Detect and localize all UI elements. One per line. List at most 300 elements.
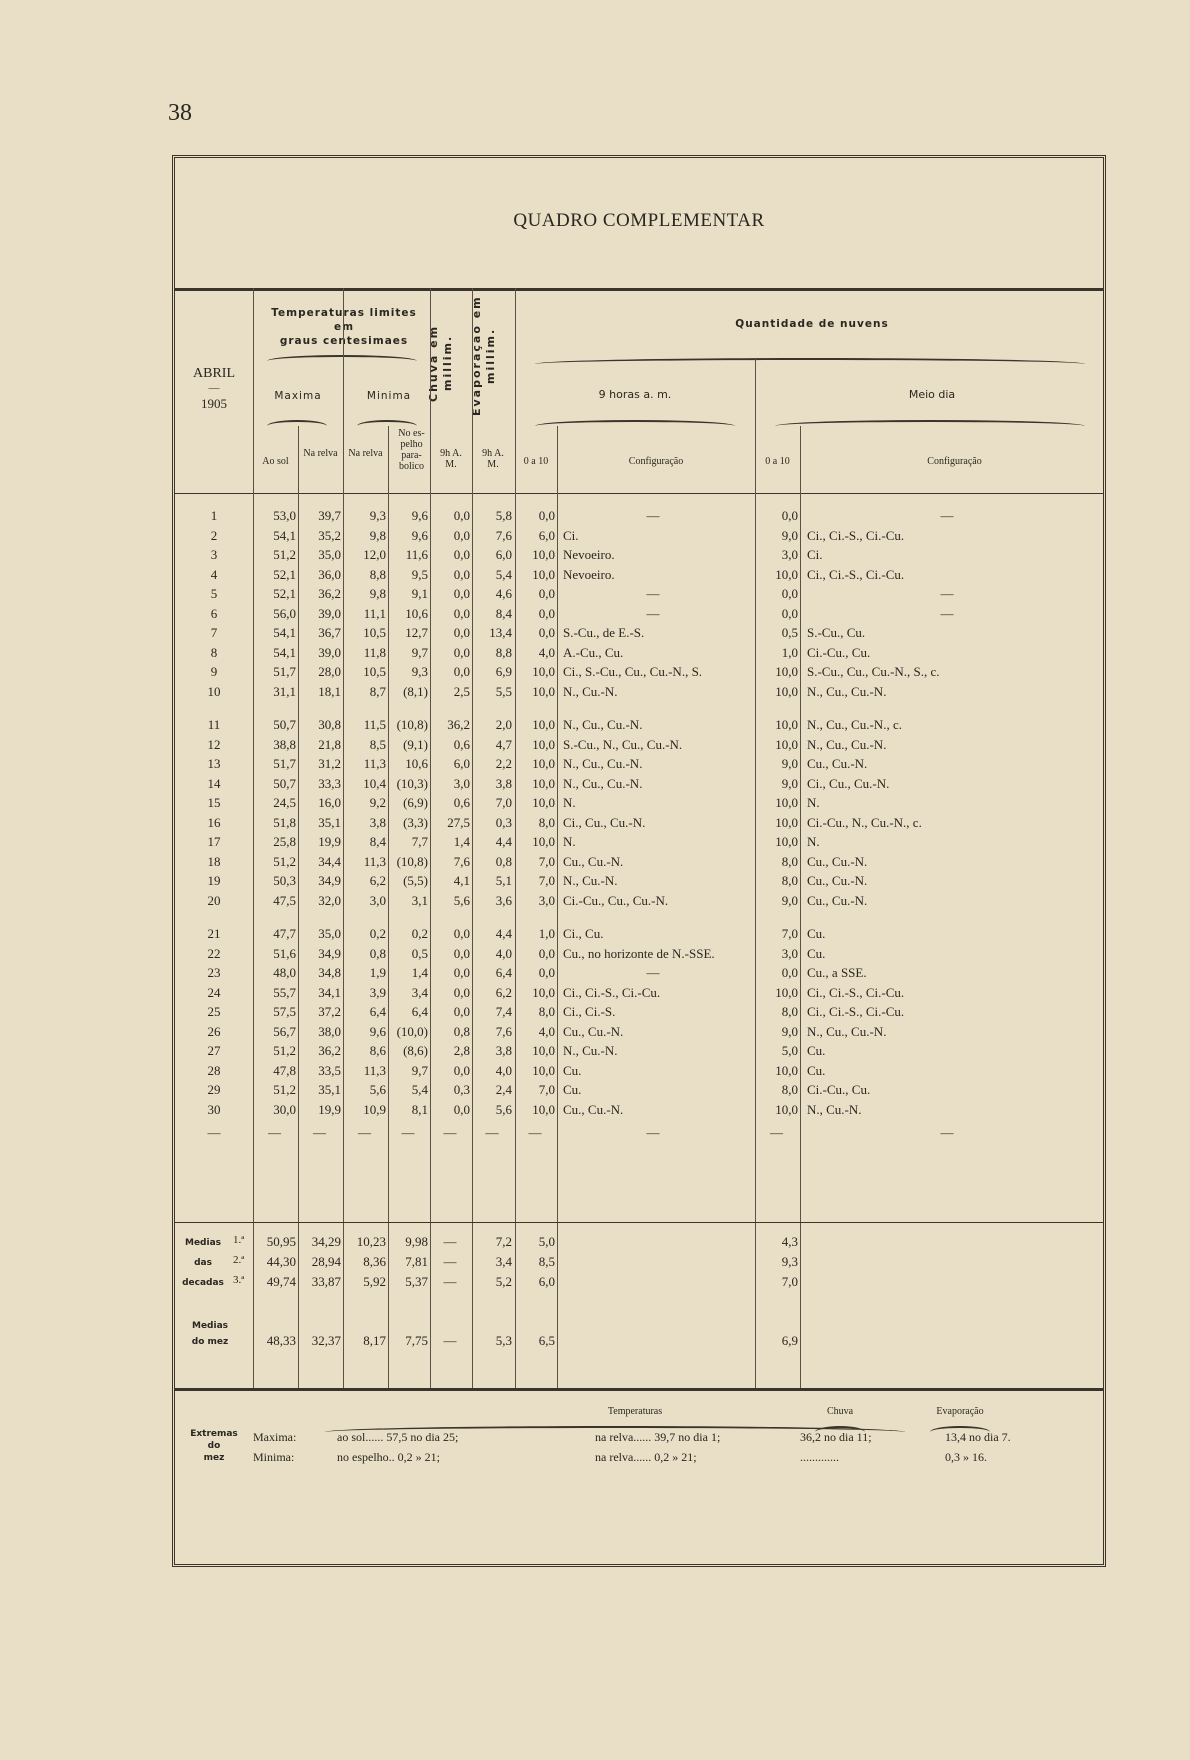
- table-cell: A.-Cu., Cu.: [563, 644, 624, 660]
- maxima-header: Maxima: [274, 390, 322, 402]
- table-cell: N., Cu., Cu.-N.: [563, 775, 643, 791]
- table-cell: 9,2: [369, 795, 386, 810]
- table-cell: (10,8): [396, 853, 428, 869]
- table-cell: N., Cu., Cu.-N.: [807, 1023, 887, 1039]
- table-cell: 33,3: [318, 775, 341, 791]
- table-cell: —: [646, 586, 660, 601]
- table-cell: 47,8: [273, 1062, 296, 1078]
- table-cell: Ci., Ci.-S., Ci.-Cu.: [807, 1004, 905, 1019]
- day-cell: 23: [207, 965, 221, 980]
- decada-value: —: [443, 1274, 457, 1289]
- table-cell: Cu., Cu.-N.: [807, 892, 868, 908]
- table-cell: 8,0: [781, 1082, 798, 1097]
- table-cell: 6,0: [538, 527, 555, 543]
- table-cell: 9,8: [369, 527, 386, 543]
- medias-mez-value: 5,3: [495, 1333, 512, 1348]
- day-cell: 30: [207, 1101, 221, 1117]
- table-cell: 10,0: [775, 717, 798, 732]
- decada-value: 5,37: [405, 1274, 428, 1289]
- table-cell: 39,0: [318, 605, 341, 621]
- table-cell: 6,0: [495, 547, 512, 562]
- table-cell: 3,0: [781, 945, 798, 961]
- table-cell: 50,7: [273, 775, 296, 791]
- table-cell: 7,0: [538, 873, 555, 888]
- table-cell: 11,3: [363, 1062, 386, 1078]
- table-cell: 0,0: [453, 625, 470, 640]
- medias-mez-value: 32,37: [311, 1333, 341, 1348]
- table-cell: (10,3): [396, 775, 428, 791]
- table-cell: 4,7: [495, 736, 512, 752]
- table-cell: 50,7: [273, 717, 296, 732]
- table-cell: 0,0: [781, 586, 798, 601]
- table-cell: 8,1: [411, 1101, 428, 1117]
- table-cell: 39,7: [318, 508, 341, 523]
- day-cell: 28: [207, 1062, 221, 1078]
- table-cell: N., Cu., Cu.-N.: [563, 717, 643, 732]
- table-cell: 0,5: [781, 625, 798, 640]
- table-cell: Ci.: [807, 547, 823, 562]
- dash-cell: —: [268, 1125, 281, 1140]
- table-cell: 55,7: [273, 984, 296, 1000]
- table-cell: 4,0: [538, 644, 555, 660]
- table-cell: 10,0: [532, 683, 555, 699]
- table-cell: 0,0: [538, 508, 555, 523]
- table-cell: N., Cu., Cu.-N.: [807, 736, 887, 752]
- table-cell: 0,2: [369, 926, 386, 941]
- day-cell: 24: [207, 984, 221, 1000]
- decada-value: 5,2: [495, 1274, 512, 1289]
- table-cell: Ci.-Cu., Cu.: [807, 644, 871, 660]
- table-cell: S.-Cu., de E.-S.: [563, 625, 645, 640]
- table-cell: (5,5): [403, 873, 428, 888]
- table-cell: Ci.: [563, 527, 579, 543]
- table-cell: 19,9: [318, 834, 341, 849]
- temps-brace: [267, 355, 417, 367]
- month-label: ABRIL: [193, 366, 235, 381]
- table-cell: —: [940, 586, 954, 601]
- decada-value: 5,92: [363, 1274, 386, 1289]
- nove-config-header: Configuração: [628, 456, 684, 467]
- table-cell: 6,0: [453, 756, 470, 771]
- table-cell: Cu.: [807, 926, 826, 941]
- table-cell: 6,9: [495, 664, 512, 679]
- table-cell: 0,0: [453, 644, 470, 660]
- day-cell: 25: [207, 1004, 221, 1019]
- decada-value: 8,5: [538, 1254, 555, 1269]
- table-cell: (8,6): [403, 1043, 428, 1058]
- dash-cell: —: [528, 1125, 542, 1140]
- table-cell: 5,4: [495, 566, 512, 582]
- table-cell: 9,0: [781, 527, 798, 543]
- table-cell: 0,0: [538, 945, 555, 961]
- day-cell: 20: [207, 892, 221, 908]
- table-cell: 1,9: [369, 965, 386, 980]
- day-cell: 22: [207, 945, 221, 961]
- table-cell: 37,2: [318, 1004, 341, 1019]
- table-cell: 7,0: [495, 795, 512, 810]
- table-cell: 0,8: [369, 945, 386, 961]
- table-cell: 0,0: [781, 605, 798, 621]
- medias-top-rule: [175, 1222, 1103, 1223]
- table-cell: 35,0: [318, 926, 341, 941]
- table-cell: 10,4: [363, 775, 386, 791]
- table-cell: 9,0: [781, 775, 798, 791]
- table-cell: 0,0: [781, 508, 798, 523]
- day-cell: 17: [207, 834, 221, 849]
- extremas-max-label: Maxima:: [253, 1430, 297, 1444]
- table-cell: 3,0: [538, 892, 555, 908]
- table-cell: 0,0: [453, 527, 470, 543]
- table-cell: 5,6: [453, 892, 470, 908]
- table-cell: 2,5: [453, 683, 470, 699]
- table-cell: 10,0: [532, 1062, 555, 1078]
- table-cell: 0,0: [453, 984, 470, 1000]
- table-cell: 25,8: [273, 834, 296, 849]
- table-cell: 35,2: [318, 527, 341, 543]
- table-cell: 8,8: [369, 566, 386, 582]
- day-cell: 8: [210, 644, 218, 660]
- meio-dia-brace: [775, 420, 1085, 432]
- table-cell: 36,0: [318, 566, 341, 582]
- table-cell: 3,1: [411, 892, 428, 908]
- table-cell: 10,5: [363, 625, 386, 640]
- medias-mez-value: —: [443, 1333, 457, 1348]
- table-cell: —: [646, 605, 660, 621]
- table-cell: 1,4: [453, 834, 470, 849]
- table-cell: 56,0: [273, 605, 296, 621]
- table-cell: 36,2: [318, 586, 341, 601]
- decada-value: 4,3: [781, 1234, 798, 1249]
- decada-value: 49,74: [266, 1274, 296, 1289]
- table-cell: 50,3: [273, 873, 296, 888]
- table-cell: Ci.-Cu., Cu., Cu.-N.: [563, 892, 669, 908]
- col-divider: [800, 426, 801, 1388]
- dash-cell: —: [207, 1125, 221, 1140]
- extremas-max-sol: ao sol...... 57,5 no dia 25;: [337, 1430, 459, 1444]
- meio-dia-header: Meio dia: [908, 388, 956, 401]
- table-cell: Cu., Cu.-N.: [563, 853, 624, 869]
- table-cell: 21,8: [318, 736, 341, 752]
- table-cell: 11,3: [363, 853, 386, 869]
- minima-header: Minima: [366, 390, 412, 402]
- day-cell: 9: [210, 664, 218, 679]
- table-cell: 10,0: [775, 795, 798, 810]
- table-cell: 10,0: [775, 1101, 798, 1117]
- decada-value: 3,4: [495, 1254, 512, 1269]
- table-cell: 6,4: [411, 1004, 428, 1019]
- table-cell: 51,2: [273, 1082, 296, 1097]
- espelho-header: No es- pelho para- bolico: [398, 428, 425, 472]
- decada-value: —: [443, 1254, 457, 1269]
- table-cell: 0,0: [781, 965, 798, 980]
- table-cell: 12,7: [405, 625, 428, 640]
- table-cell: 34,8: [318, 965, 341, 980]
- table-cell: 4,6: [495, 586, 512, 601]
- table-bottom-rule: [175, 1388, 1103, 1391]
- day-cell: 27: [207, 1043, 221, 1058]
- table-cell: 10,0: [775, 566, 798, 582]
- col-divider: [557, 426, 558, 1388]
- table-cell: 0,0: [453, 926, 470, 941]
- table-cell: 2,4: [495, 1082, 512, 1097]
- medias-mez-value: 8,17: [363, 1333, 386, 1348]
- table-cell: Cu., a SSE.: [807, 965, 867, 980]
- table-cell: 7,6: [453, 853, 470, 869]
- table-cell: 30,8: [318, 717, 341, 732]
- decada-value: 6,0: [538, 1274, 555, 1289]
- table-cell: 5,4: [411, 1082, 428, 1097]
- table-cell: S.-Cu., N., Cu., Cu.-N.: [563, 736, 683, 752]
- table-cell: 36,2: [447, 717, 470, 732]
- table-cell: S.-Cu., Cu.: [807, 625, 866, 640]
- table-cell: 3,0: [781, 547, 798, 562]
- table-cell: 57,5: [273, 1004, 296, 1019]
- table-cell: 28,0: [318, 664, 341, 679]
- decada-value: 5,0: [538, 1234, 555, 1249]
- table-cell: 2,2: [495, 756, 512, 771]
- table-cell: 35,1: [318, 814, 341, 830]
- table-cell: 0,0: [453, 1062, 470, 1078]
- table-cell: N.: [807, 834, 820, 849]
- day-cell: 13: [207, 756, 221, 771]
- table-cell: 52,1: [273, 566, 296, 582]
- chuva-9h-header: 9h A. M.: [440, 448, 462, 470]
- table-cell: Ci., Cu., Cu.-N.: [807, 775, 890, 791]
- table-cell: 52,1: [273, 586, 296, 601]
- table-cell: 1,4: [411, 965, 428, 980]
- extremas-min-label: Minima:: [253, 1450, 295, 1464]
- table-cell: 35,0: [318, 547, 341, 562]
- table-cell: —: [646, 965, 660, 980]
- table-cell: 36,2: [318, 1043, 341, 1058]
- table-cell: 8,0: [538, 814, 555, 830]
- nuvens-brace: [535, 358, 1085, 370]
- table-cell: 8,6: [369, 1043, 386, 1058]
- table-cell: Cu.: [807, 945, 826, 961]
- table-cell: 53,0: [273, 508, 296, 523]
- table-cell: 18,1: [318, 683, 341, 699]
- table-cell: Cu.: [807, 1062, 826, 1078]
- table-cell: 34,9: [318, 873, 341, 888]
- table-cell: 5,5: [495, 683, 512, 699]
- table-cell: 8,0: [781, 853, 798, 869]
- dash-cell: —: [313, 1125, 326, 1140]
- table-cell: 0,2: [411, 926, 428, 941]
- table-cell: 9,6: [369, 1023, 386, 1039]
- na-relva-min-header: Na relva: [348, 448, 383, 459]
- day-cell: 11: [207, 717, 221, 732]
- table-cell: N., Cu.-N.: [563, 683, 618, 699]
- table-cell: 11,3: [363, 756, 386, 771]
- table-cell: 51,2: [273, 547, 296, 562]
- table-cell: 5,8: [495, 508, 512, 523]
- medias-mez-value: 48,33: [266, 1333, 296, 1348]
- day-cell: 3: [210, 547, 218, 562]
- medias-mez-value: 6,9: [781, 1333, 798, 1348]
- table-cell: Ci., Ci.-S.: [563, 1004, 616, 1019]
- month-dash: —: [208, 382, 220, 394]
- table-cell: 5,1: [495, 873, 512, 888]
- extremas-evap-header: Evaporação: [936, 1406, 984, 1417]
- table-cell: 4,0: [495, 1062, 512, 1078]
- title-rule: [175, 288, 1103, 291]
- table-cell: 8,4: [369, 834, 386, 849]
- table-cell: Cu., Cu.-N.: [563, 1101, 624, 1117]
- table-cell: 10,6: [405, 605, 428, 621]
- table-cell: 9,8: [369, 586, 386, 601]
- table-cell: 0,8: [453, 1023, 470, 1039]
- table-cell: 4,1: [453, 873, 470, 888]
- table-cell: 4,4: [495, 834, 512, 849]
- table-cell: 0,0: [453, 945, 470, 961]
- table-cell: Cu., Cu.-N.: [807, 853, 868, 869]
- table-cell: N.: [807, 795, 820, 810]
- day-cell: 16: [207, 814, 221, 830]
- decada-value: 33,87: [311, 1274, 341, 1289]
- table-cell: 6,4: [369, 1004, 386, 1019]
- table-cell: 8,5: [369, 736, 386, 752]
- table-cell: S.-Cu., Cu., Cu.-N., S., c.: [807, 664, 940, 679]
- table-cell: 51,6: [273, 945, 296, 961]
- table-cell: 3,8: [495, 1043, 512, 1058]
- table-cell: 11,8: [363, 644, 386, 660]
- dash-cell: —: [646, 1125, 660, 1140]
- table-cell: Ci., Cu., Cu.-N.: [563, 814, 646, 830]
- table-cell: 8,8: [495, 644, 512, 660]
- nove-horas-header: 9 horas a. m.: [598, 388, 672, 401]
- table-cell: N., Cu., Cu.-N.: [563, 756, 643, 771]
- extremas-max-evap: 13,4 no dia 7.: [945, 1430, 1011, 1444]
- decada-value: —: [443, 1234, 457, 1249]
- table-cell: 5,6: [369, 1082, 386, 1097]
- decada-value: 9,98: [405, 1234, 428, 1249]
- table-cell: 9,7: [411, 1062, 428, 1078]
- table-cell: Ci.-Cu., N., Cu.-N., c.: [807, 814, 922, 830]
- table-cell: 0,0: [453, 664, 470, 679]
- table-cell: 7,0: [538, 1082, 555, 1097]
- table-cell: 10,0: [532, 547, 555, 562]
- table-cell: 9,5: [411, 566, 428, 582]
- evap-9h-header: 9h A. M.: [482, 448, 504, 470]
- table-cell: 8,0: [538, 1004, 555, 1019]
- table-cell: 6,4: [495, 965, 512, 980]
- table-cell: 3,0: [369, 892, 386, 908]
- table-cell: (9,1): [403, 736, 428, 752]
- table-cell: 9,1: [411, 586, 428, 601]
- dash-cell: —: [401, 1125, 415, 1140]
- table-cell: 9,0: [781, 756, 798, 771]
- table-frame: [172, 155, 1106, 1567]
- dash-cell: —: [940, 1125, 954, 1140]
- decada-value: 10,23: [356, 1234, 386, 1249]
- extremas-min-evap: 0,3 » 16.: [945, 1450, 987, 1464]
- table-cell: 0,0: [538, 965, 555, 980]
- table-cell: Cu.: [563, 1082, 582, 1097]
- day-cell: 10: [207, 683, 221, 699]
- table-cell: 9,6: [411, 508, 428, 523]
- day-cell: 5: [210, 586, 218, 601]
- table-cell: 27,5: [447, 814, 470, 830]
- table-cell: 6,2: [369, 873, 386, 888]
- table-cell: 3,8: [369, 814, 386, 830]
- table-cell: 47,5: [273, 892, 296, 908]
- table-cell: 2,8: [453, 1043, 470, 1058]
- table-cell: 7,6: [495, 1023, 512, 1039]
- day-cell: 29: [207, 1082, 221, 1097]
- table-cell: 4,0: [495, 945, 512, 961]
- table-cell: N., Cu.-N.: [807, 1101, 862, 1117]
- table-cell: 0,3: [453, 1082, 470, 1097]
- extremas-label: Extremas do mez: [190, 1429, 238, 1463]
- decada-value: 28,94: [311, 1254, 341, 1269]
- decada-value: 44,30: [266, 1254, 296, 1269]
- table-cell: 10,0: [532, 775, 555, 791]
- table-cell: 3,6: [495, 892, 512, 908]
- table-cell: Ci., Ci.-S., Ci.-Cu.: [563, 984, 661, 1000]
- table-cell: 32,0: [318, 892, 341, 908]
- table-cell: 0,0: [453, 605, 470, 621]
- table-cell: 10,6: [405, 756, 428, 771]
- table-cell: Nevoeiro.: [563, 566, 615, 582]
- table-cell: Ci.-Cu., Cu.: [807, 1082, 871, 1097]
- table-cell: —: [940, 508, 954, 523]
- table-cell: 10,0: [532, 717, 555, 732]
- table-cell: 12,0: [363, 547, 386, 562]
- dash-cell: —: [485, 1125, 499, 1140]
- table-cell: 0,0: [453, 508, 470, 523]
- extremas-temperaturas-header: Temperaturas: [607, 1406, 663, 1417]
- medias-decadas-label: Medias das decadas: [182, 1238, 224, 1288]
- day-cell: 21: [207, 926, 221, 941]
- table-cell: 10,5: [363, 664, 386, 679]
- table-cell: Cu., no horizonte de N.-SSE.: [563, 945, 715, 961]
- table-cell: 8,0: [781, 873, 798, 888]
- decada-value: 7,0: [781, 1274, 798, 1289]
- na-relva-max-header: Na relva: [303, 448, 338, 459]
- table-cell: 10,0: [532, 984, 555, 1000]
- table-cell: Nevoeiro.: [563, 547, 615, 562]
- table-cell: 10,0: [775, 814, 798, 830]
- table-cell: N.: [563, 834, 576, 849]
- table-cell: 8,4: [495, 605, 512, 621]
- day-cell: 12: [207, 736, 221, 752]
- decada-value: 50,95: [266, 1234, 296, 1249]
- table-cell: (6,9): [403, 795, 428, 810]
- table-cell: —: [646, 508, 660, 523]
- table-cell: 24,5: [273, 795, 296, 810]
- decada-value: 7,81: [405, 1254, 428, 1269]
- table-cell: 10,0: [532, 1043, 555, 1058]
- table-cell: 3,8: [495, 775, 512, 791]
- table-cell: 10,0: [532, 1101, 555, 1117]
- temps-header: Temperaturas limites em graus centesimaes: [271, 307, 417, 347]
- table-cell: Ci., S.-Cu., Cu., Cu.-N., S.: [563, 664, 703, 679]
- extremas-max-relva: na relva...... 39,7 no dia 1;: [595, 1430, 721, 1444]
- table-cell: 7,6: [495, 527, 512, 543]
- table-cell: 0,0: [538, 625, 555, 640]
- table-cell: 11,6: [405, 547, 428, 562]
- day-cell: 14: [207, 775, 221, 791]
- table-cell: Ci., Ci.-S., Ci.-Cu.: [807, 984, 905, 1000]
- table-cell: 5,6: [495, 1101, 512, 1117]
- table-cell: 7,0: [538, 853, 555, 869]
- table-cell: Cu.: [807, 1043, 826, 1058]
- table-cell: 0,8: [495, 853, 512, 869]
- table-cell: 7,0: [781, 926, 798, 941]
- medias-mez-value: 7,75: [405, 1333, 428, 1348]
- table-cell: 54,1: [273, 625, 296, 640]
- day-cell: 1: [210, 508, 218, 523]
